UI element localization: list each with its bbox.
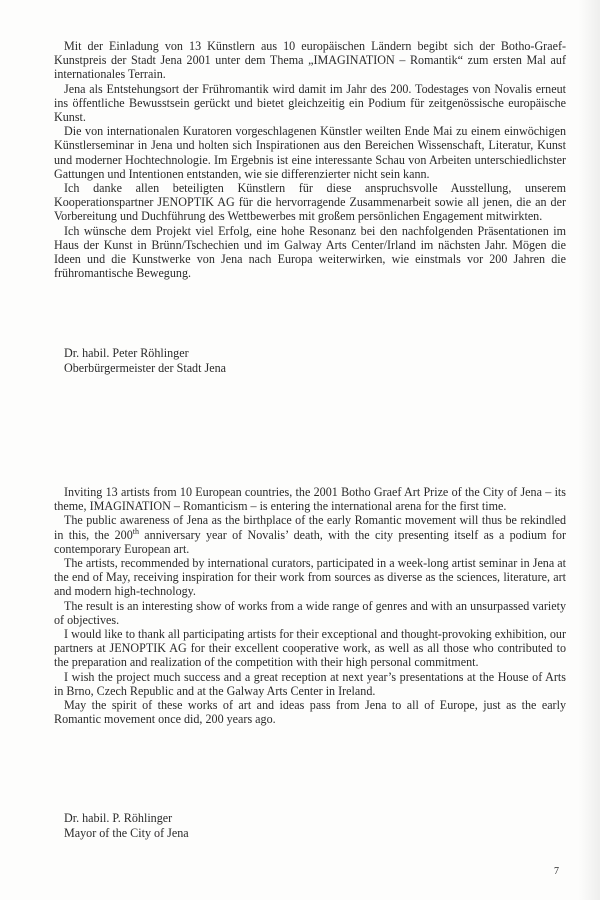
ordinal-suffix: th [132, 526, 139, 536]
page-edge-shadow [578, 0, 600, 900]
german-paragraph: Ich danke allen beteiligten Künstlern für diese anspruchsvolle Ausstellung, unserem Kooperationspartner JENOPTIK AG für die hervorragende Zusammenarbeit sowie all jenen, die an der Vorbereitung und Duchführung des Wettbewerbes mit großem persönlichen Engagement mitwirkten. [54, 181, 566, 224]
signature-title: Oberbürgermeister der Stadt Jena [64, 360, 226, 375]
english-paragraph: Inviting 13 artists from 10 European countries, the 2001 Botho Graef Art Prize of the City of Jena – its theme, IMAGINATION – Romanticism – is entering the international arena for the first time. [54, 485, 566, 514]
page-number: 7 [554, 866, 559, 877]
english-paragraph: The result is an interesting show of works from a wide range of genres and with an unsurpassed variety of objectives. [54, 598, 566, 627]
german-paragraph: Jena als Entstehungsort der Frühromantik wird damit im Jahr des 200. Todestages von Novalis erneut ins öffentliche Bewusstsein gerückt und bietet gleichzeitig ein Podium für zeitgenössische europäische Kunst. [54, 81, 566, 125]
german-foreword [54, 39, 566, 280]
german-signature [64, 346, 226, 375]
signature-name: Dr. habil. Peter Röhlinger [64, 346, 189, 360]
english-paragraph: I wish the project much success and a great reception at next year’s presentations at the House of Arts in Brno, Czech Republic and at the Galway Arts Center in Ireland. [54, 669, 566, 698]
signature-title: Mayor of the City of Jena [64, 825, 189, 840]
english-paragraph: May the spirit of these works of art and ideas pass from Jena to all of Europe, just as the early Romantic movement once did, 200 years ago. [54, 698, 566, 727]
english-foreword [54, 485, 566, 726]
german-paragraph: Die von internationalen Kuratoren vorgeschlagenen Künstler weilten Ende Mai zu einem einwöchigen Künstlerseminar in Jena und holten sich Inspirationen aus den Bereichen Wissenschaft, Literatur, Kunst und moderner Hochtechnologie. Im Ergebnis ist eine interessante Schau von Arbeiten unterschiedlichster Gattungen und Intentionen entstanden, wie sie differenzierter nicht sein kann. [54, 124, 566, 181]
signature-name: Dr. habil. P. Röhlinger [64, 811, 173, 825]
english-paragraph: I would like to thank all participating artists for their exceptional and thought-provoking exhibition, our partners at JENOPTIK AG for their excellent cooperative work, as well as all those who contributed to the preparation and realization of the competition with their high personal commitment. [54, 627, 566, 670]
german-paragraph: Ich wünsche dem Projekt viel Erfolg, eine hohe Resonanz bei den nachfolgenden Präsentationen im Haus der Kunst in Brünn/Tschechien und im Galway Arts Center/Irland im nächsten Jahr. Mögen die Ideen und die Kunstwerke von Jena nach Europa weiterwirken, wie einstmals vor 200 Jahren die frühromantische Bewegung. [54, 223, 566, 281]
english-paragraph: The public awareness of Jena as the birthplace of the early Romantic movement will thus be rekindled in this, the 200th anniversary year of Novalis’ death, with the city presenting itself as a podium for contemporary European art. [54, 513, 567, 556]
german-paragraph: Mit der Einladung von 13 Künstlern aus 10 europäischen Ländern begibt sich der Botho-Graef-Kunstpreis der Stadt Jena 2001 unter dem Thema „IMAGINATION – Romantik“ zum ersten Mal auf internationales Terrain. [54, 39, 566, 82]
english-paragraph: The artists, recommended by international curators, participated in a week-long artist seminar in Jena at the end of May, receiving inspiration for their work from sources as diverse as the sciences, literature, art and modern high-technology. [54, 556, 566, 599]
english-signature [64, 811, 189, 840]
